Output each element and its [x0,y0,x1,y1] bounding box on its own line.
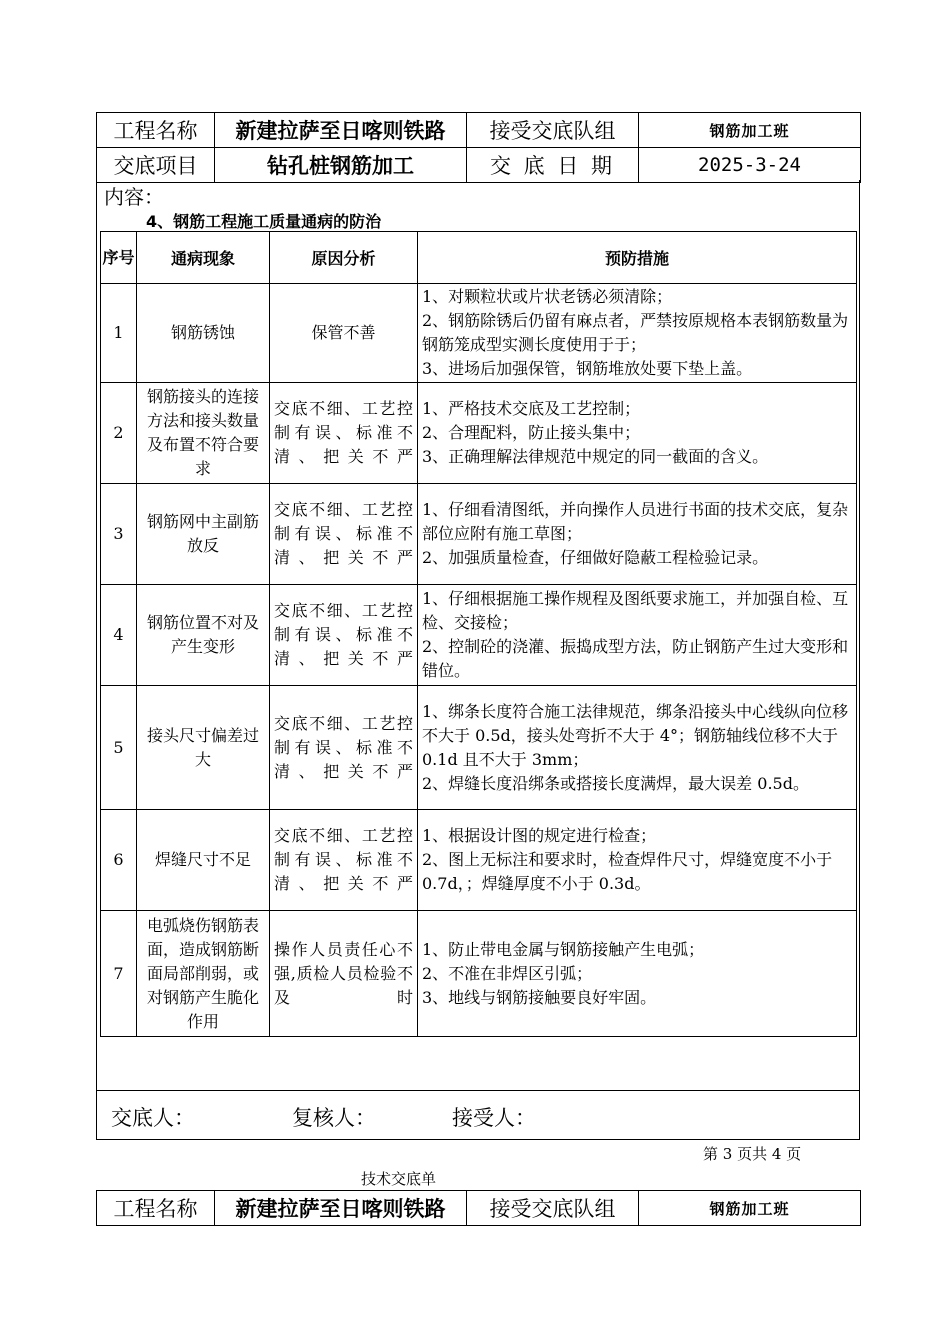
measure-line: 1、对颗粒状或片状老锈必须清除； [422,287,673,306]
table-row [101,911,857,1037]
row-no: 1 [101,284,137,383]
row-cause: 交底不细、工艺控制有误、标准不清、把关不严 [270,686,418,810]
row-no: 4 [101,585,137,686]
table-row [101,686,857,810]
row-no: 3 [101,484,137,585]
next-header-table [96,1190,861,1226]
row-measures [418,484,857,585]
col-header-cause: 原因分析 [270,232,418,284]
row-no: 7 [101,911,137,1037]
measure-line: 1、严格技术交底及工艺控制； [422,399,641,418]
row-cause: 交底不细、工艺控制有误、标准不清、把关不严 [270,383,418,484]
item-label: 交底项目 [97,148,215,183]
team-label: 接受交底队组 [467,113,639,148]
table-row [101,484,857,585]
row-cause: 保管不善 [270,284,418,383]
table-row [101,284,857,383]
measure-line: 2、焊缝长度沿绑条或搭接长度满焊，最大误差 0.5d。 [422,773,809,793]
team-value: 钢筋加工班 [639,113,861,148]
row-no: 6 [101,810,137,911]
row-phenomenon: 电弧烧伤钢筋表面，造成钢筋断面局部削弱，或对钢筋产生脆化作用 [137,911,270,1037]
row-measures [418,911,857,1037]
discloser-label: 交底人： [111,1106,195,1130]
table-row [101,810,857,911]
project-name-value: 新建拉萨至日喀则铁路 [215,113,467,148]
team-value: 钢筋加工班 [639,1191,861,1226]
project-name-label: 工程名称 [97,1191,215,1226]
item-value: 钻孔桩钢筋加工 [215,148,467,183]
measure-line: 2、图上无标注和要求时，检查焊件尺寸，焊缝宽度不小于 0.7d，；焊缝厚度不小于 0.3d。 [422,850,833,893]
measure-line: 3、地线与钢筋接触要良好牢固。 [422,987,657,1007]
row-no: 5 [101,686,137,810]
col-header-no: 序号 [101,232,137,284]
date-label: 交 底 日 期 [467,148,639,183]
row-no: 2 [101,383,137,484]
measure-line: 3、进场后加强保管，钢筋堆放处要下垫上盖。 [422,359,753,378]
measure-line: 1、仔细根据施工操作规程及图纸要求施工，并加强自检、互检、交接检； [422,589,849,632]
row-measures [418,810,857,911]
date-value: 2025-3-24 [639,148,861,183]
row-phenomenon: 焊缝尺寸不足 [137,810,270,911]
row-phenomenon: 钢筋位置不对及产生变形 [137,585,270,686]
section-title: 4、钢筋工程施工质量通病的防治 [146,212,382,231]
defects-table [100,231,857,1037]
row-phenomenon: 钢筋锈蚀 [137,284,270,383]
measure-line: 2、合理配料，防止接头集中； [422,423,641,442]
row-cause: 操作人员责任心不强,质检人员检验不及时 [270,911,418,1037]
signature-divider [96,1090,860,1091]
measure-line: 3、正确理解法律规范中规定的同一截面的含义。 [422,447,769,466]
page-number: 第 3 页共 4 页 [703,1145,802,1163]
row-cause: 交底不细、工艺控制有误、标准不清、把关不严 [270,484,418,585]
table-row [101,585,857,686]
project-name-value: 新建拉萨至日喀则铁路 [215,1191,467,1226]
reviewer-label: 复核人： [292,1106,376,1130]
measure-line: 1、根据设计图的规定进行检查； [422,826,657,845]
table-header-row [101,232,857,284]
row-measures [418,284,857,383]
row-cause: 交底不细、工艺控制有误、标准不清、把关不严 [270,810,418,911]
measure-line: 1、仔细看清图纸，并向操作人员进行书面的技术交底，复杂部位应附有施工草图； [422,500,849,543]
row-measures [418,686,857,810]
project-name-label: 工程名称 [97,113,215,148]
measure-line: 1、防止带电金属与钢筋接触产生电弧； [422,939,705,959]
row-phenomenon: 钢筋接头的连接方法和接头数量及布置不符合要求 [137,383,270,484]
row-phenomenon: 钢筋网中主副筋放反 [137,484,270,585]
row-cause: 交底不细、工艺控制有误、标准不清、把关不严 [270,585,418,686]
measure-line: 2、控制砼的浇灌、振捣成型方法，防止钢筋产生过大变形和错位。 [422,637,849,680]
measure-line: 1、绑条长度符合施工法律规范，绑条沿接头中心线纵向位移不大于 0.5d，接头处弯折不大于 4°；钢筋轴线位移不大于 0.1d 且不大于 3mm； [422,701,849,769]
next-doc-title: 技术交底单 [361,1170,437,1188]
row-measures [418,585,857,686]
col-header-measures: 预防措施 [418,232,857,284]
header-table [96,112,861,183]
measure-line: 2、加强质量检查，仔细做好隐蔽工程检验记录。 [422,548,769,567]
table-row [101,383,857,484]
row-measures [418,383,857,484]
row-phenomenon: 接头尺寸偏差过大 [137,686,270,810]
measure-line: 2、钢筋除锈后仍留有麻点者，严禁按原规格本表钢筋数量为钢筋笼成型实测长度使用于于； [422,311,849,354]
team-label: 接受交底队组 [467,1191,639,1226]
content-label: 内容： [104,185,164,209]
measure-line: 2、不准在非焊区引弧； [422,963,593,983]
col-header-phenomenon: 通病现象 [137,232,270,284]
receiver-label: 接受人： [452,1106,536,1130]
